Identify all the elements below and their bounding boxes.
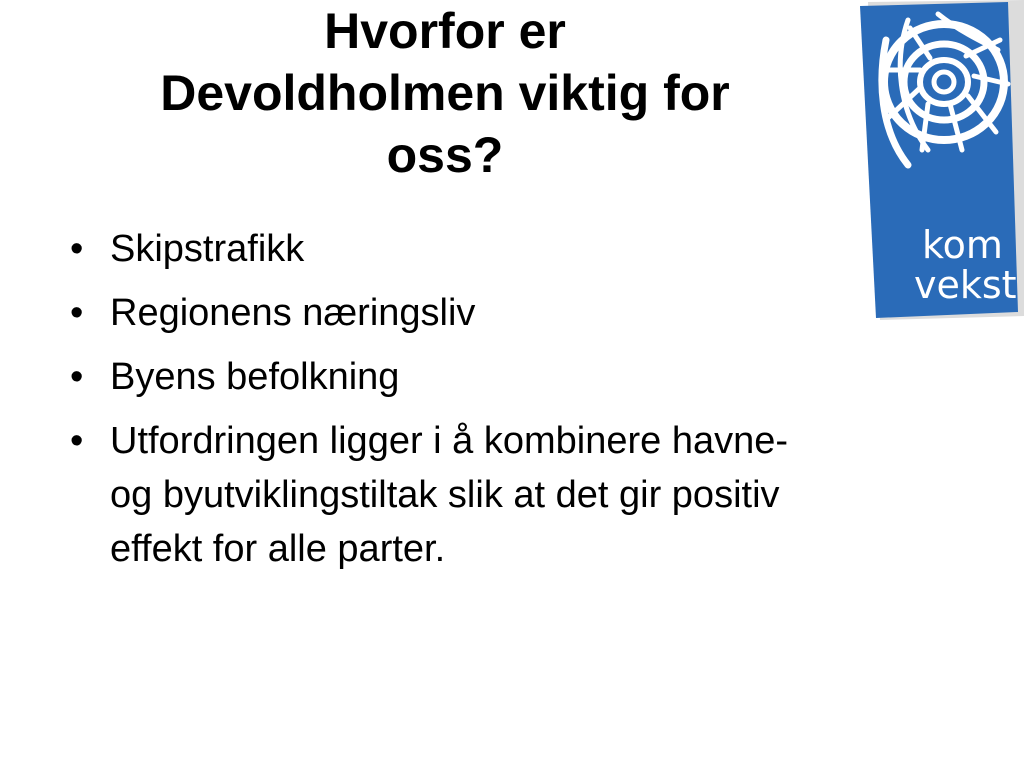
bullet-list (70, 222, 810, 586)
bullet-text: Regionens næringsliv (110, 292, 476, 334)
logo-svg (858, 0, 1024, 322)
title-line: Devoldholmen viktig for (160, 65, 730, 121)
bullet-text: Utfordringen ligger i å kombinere havne- og byutviklingstiltak slik at det gir positiv effekt for alle parter. (110, 420, 789, 570)
bullet-item (70, 414, 810, 576)
bullet-item (70, 350, 810, 404)
logo-text-vekst: vekst (914, 263, 1017, 307)
slide-title (60, 0, 830, 186)
bullet-marker: • (70, 356, 84, 398)
bullet-text: Skipstrafikk (110, 228, 305, 270)
bullet-item (70, 222, 810, 276)
bullet-text: Byens befolkning (110, 356, 400, 398)
bullet-marker: • (70, 292, 84, 334)
bullet-item (70, 286, 810, 340)
komvekst-logo (858, 0, 1024, 322)
title-line: Hvorfor er (324, 3, 566, 59)
title-line: oss? (386, 127, 504, 183)
logo-text-kom: kom (922, 223, 1003, 267)
bullet-marker: • (70, 420, 84, 462)
bullet-marker: • (70, 228, 84, 270)
